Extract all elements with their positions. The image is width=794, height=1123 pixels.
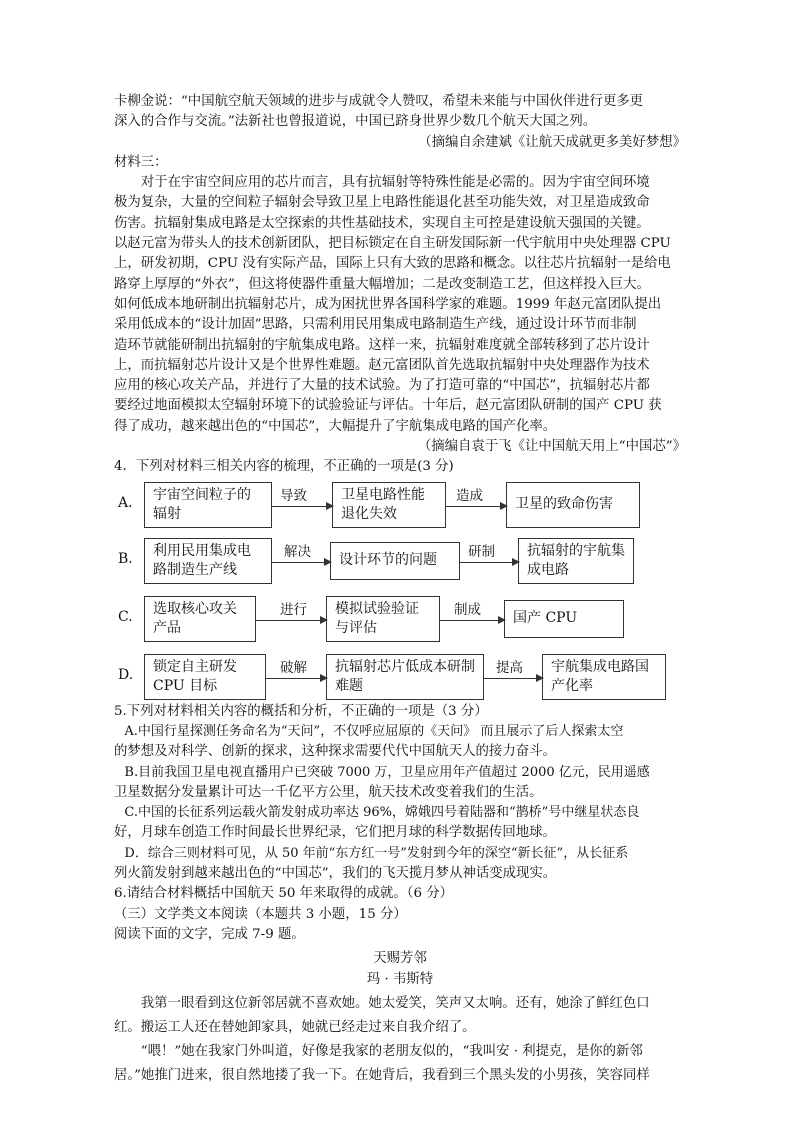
flow-arrow-label-2: 提高 <box>496 659 523 676</box>
flow-arrow-2 <box>460 562 518 563</box>
q6-stem: 6.请结合材料概括中国航天 50 年来取得的成就。（6 分） <box>114 886 453 902</box>
material3-line: 得了成功，越来越出色的“中国芯”，大幅提升了宇航集成电路的国产化率。 <box>114 418 557 434</box>
flow-arrow-label-1: 破解 <box>280 659 307 676</box>
top-paragraph-line-1: 卡柳金说：“中国航空航天领域的进步与成就令人赞叹，希望未来能与中国伙伴进行更多更 <box>114 94 644 109</box>
flow-option-b <box>114 538 686 584</box>
q5-stem: 5.下列对材料相关内容的概括和分析，不正确的一项是（3 分） <box>114 703 488 719</box>
flow-option-d <box>114 654 686 700</box>
story-line: 我第一眼看到这位新邻居就不喜欢她。她太爱笑，笑声又太响。还有，她涂了鲜红色口 <box>140 995 650 1011</box>
q5-option-a-line-1: A.中国行星探测任务命名为“天问”，不仅呼应屈原的《天问》 而且展示了后人探索太空 <box>124 723 624 739</box>
material3-line: 要经过地面模拟太空辐射环境下的试验验证与评估。十年后，赵元富团队研制的国产 CPU 获 <box>114 398 662 414</box>
flow-arrow-label-1: 进行 <box>280 601 307 618</box>
flow-box-3: 宇航集成电路国产化率 <box>542 654 666 700</box>
q4-stem: 4．下列对材料三相关内容的梳理，不正确的一项是(3 分) <box>114 459 454 475</box>
story-author: 玛 · 韦斯特 <box>366 971 434 987</box>
section3-instruction: 阅读下面的文字，完成 7-9 题。 <box>114 926 305 942</box>
flow-option-a <box>114 482 686 528</box>
flow-arrow-label-1: 导致 <box>280 487 307 504</box>
story-line: “喂！”她在我家门外叫道，好像是我家的老朋友似的，“我叫安 · 利提克，是你的新邻 <box>140 1043 643 1059</box>
material3-line: 应用的核心攻关产品，并进行了大量的技术试验。为了打造可靠的“中国芯”，抗辐射芯片都 <box>114 378 650 394</box>
flow-box-1: 锁定自主研发 CPU 目标 <box>144 654 266 700</box>
flow-box-2: 设计环节的问题 <box>330 542 460 580</box>
top-paragraph-line-2: 深入的合作与交流。”法新社也曾报道说，中国已跻身世界少数几个航天大国之列。 <box>114 114 597 130</box>
flow-arrow-1 <box>272 562 330 563</box>
flow-arrow-label-2: 研制 <box>468 543 495 560</box>
section3-heading: （三）文学类文本阅读（本题共 3 小题，15 分） <box>114 906 407 922</box>
material3-line: 如何低成本地研制出抗辐射芯片，成为困扰世界各国科学家的难题。1999 年赵元富团队提出 <box>114 296 662 312</box>
flow-arrow-1 <box>272 506 332 507</box>
flow-box-2: 抗辐射芯片低成本研制难题 <box>326 654 484 700</box>
q5-option-a-line-2: 的梦想及对科学、创新的探求，这种探求需要代代中国航天人的接力奋斗。 <box>114 744 556 760</box>
flow-box-1: 选取核心攻关产品 <box>144 596 256 642</box>
story-line: 红。搬运工人还在替她卸家具，她就已经走过来自我介绍了。 <box>114 1019 476 1035</box>
option-letter: A. <box>118 494 133 511</box>
material3-line: 上，而抗辐射芯片设计又是个世界性难题。赵元富团队首先选取抗辐射中央处理器作为技术 <box>114 357 650 373</box>
flow-arrow-2 <box>440 620 504 621</box>
story-line: 居。”她推门进来，很自然地搂了我一下。在她背后，我看到三个黑头发的小男孩，笑容同样 <box>114 1067 650 1083</box>
q4-flowcharts <box>114 480 686 702</box>
material3-line: 以赵元富为带头人的技术创新团队，把目标锁定在自主研发国际新一代宇航用中央处理器 CPU <box>114 236 671 252</box>
flow-arrow-2 <box>484 678 542 679</box>
flow-box-1: 宇宙空间粒子的辐射 <box>144 482 272 528</box>
flow-box-3: 抗辐射的宇航集成电路 <box>518 538 634 584</box>
flow-box-1: 利用民用集成电路制造生产线 <box>144 538 272 584</box>
story-title: 天赐芳邻 <box>373 951 427 967</box>
material3-source: （摘编自袁于飞《让中国航天用上“中国芯”》 <box>417 439 686 455</box>
q5-option-c-line-1: C.中国的长征系列运载火箭发射成功率达 96%，嫦娥四号着陆器和“鹊桥”号中继星状态良 <box>124 805 640 821</box>
q5-option-d-line-2: 列火箭发射到越来越出色的“中国芯”，我们的飞天揽月梦从神话变成现实。 <box>114 866 557 882</box>
option-letter: D. <box>118 666 134 683</box>
q5-option-b-line-2: 卫星数据分发量累计可达一千亿平方公里，航天技术改变着我们的生活。 <box>114 784 543 800</box>
q5-option-b-line-1: B.目前我国卫星电视直播用户已突破 7000 万，卫星应用年产值超过 2000 亿元，民用遥感 <box>124 764 650 780</box>
flow-box-2: 卫星电路性能退化失效 <box>332 482 446 528</box>
q5-option-d-line-1: D．综合三则材料可见，从 50 年前“东方红一号”发射到今年的深空“新长征”，从长征系 <box>124 845 629 861</box>
flow-box-3: 国产 CPU <box>504 600 624 638</box>
flow-arrow-1 <box>266 678 326 679</box>
q5-option-c-line-2: 好，月球车创造工作时间最长世界纪录，它们把月球的科学数据传回地球。 <box>114 825 556 841</box>
material3-line: 采用低成本的“设计加固”思路，只需利用民用集成电路制造生产线，通过设计环节而非制 <box>114 317 637 333</box>
option-letter: B. <box>118 550 133 567</box>
material3-line: 造环节就能研制出抗辐射的宇航集成电路。这样一来，抗辐射难度就全部转移到了芯片设计 <box>114 337 650 353</box>
top-source: （摘编自余建斌《让航天成就更多美好梦想》 <box>418 134 686 150</box>
flow-arrow-2 <box>446 506 506 507</box>
flow-arrow-label-2: 制成 <box>454 601 481 618</box>
flow-box-2: 模拟试验验证与评估 <box>326 596 440 642</box>
material3-line: 极为复杂，大量的空间粒子辐射会导致卫星上电路性能退化甚至功能失效，对卫星造成致命 <box>114 195 650 211</box>
material3-line: 对于在宇宙空间应用的芯片而言，具有抗辐射等特殊性能是必需的。因为宇宙空间环境 <box>140 175 650 191</box>
material3-line: 伤害。抗辐射集成电路是太空探索的共性基础技术，实现自主可控是建设航天强国的关键。 <box>114 215 650 231</box>
material3-line: 上，研发初期，CPU 没有实际产品，国际上只有大致的思路和概念。以往芯片抗辐射一是给电 <box>114 256 671 272</box>
flow-option-c <box>114 596 686 642</box>
material3-line: 路穿上厚厚的“外衣”，但这将使器件重量大幅增加；二是改变制造工艺，但这样投入巨大。 <box>114 276 650 292</box>
option-letter: C. <box>118 608 133 625</box>
flow-box-3: 卫星的致命伤害 <box>506 482 640 528</box>
flow-arrow-label-1: 解决 <box>284 543 311 560</box>
flow-arrow-1 <box>256 620 326 621</box>
material3-title: 材料三： <box>114 154 168 170</box>
exam-page <box>114 92 686 1088</box>
flow-arrow-label-2: 造成 <box>456 487 483 504</box>
